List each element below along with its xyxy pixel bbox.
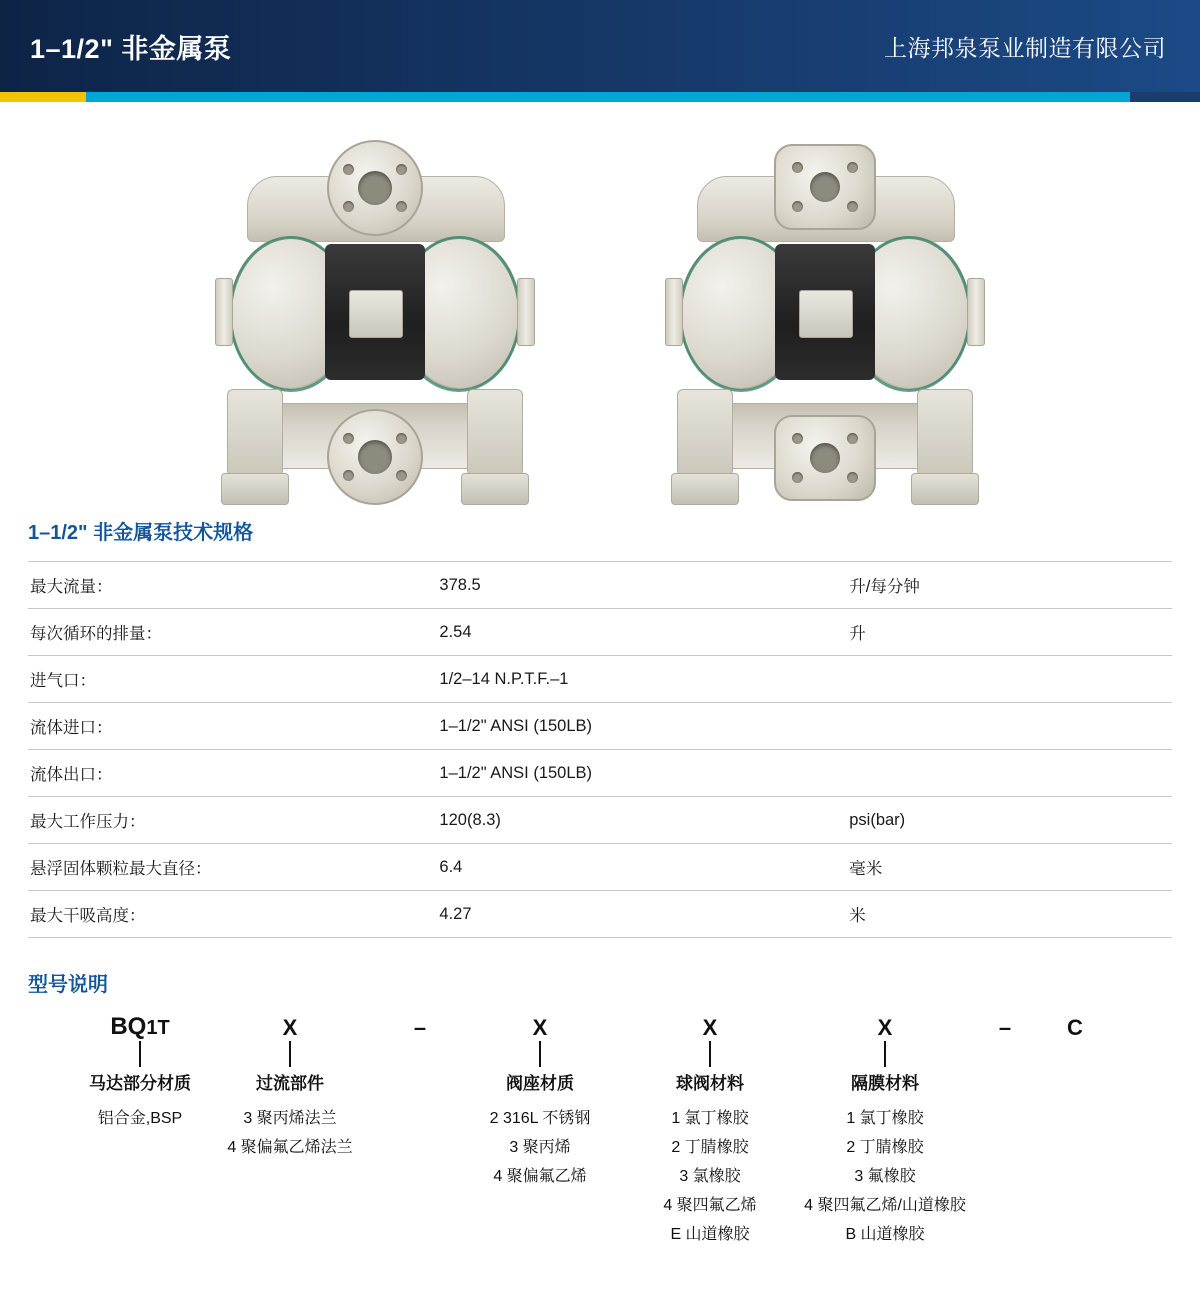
pump-foot-right <box>461 473 529 505</box>
flange-bottom-round <box>327 409 423 505</box>
spec-value: 1–1/2" ANSI (150LB) <box>437 750 847 797</box>
model-code-row <box>28 1007 1172 1041</box>
rule-segment-cyan <box>86 92 1130 102</box>
model-section-title: 型号说明 <box>28 974 108 996</box>
spec-unit <box>847 750 1172 797</box>
flange-bolt <box>792 433 803 444</box>
table-row <box>28 562 1172 609</box>
company-name: 上海邦泉泵业制造有限公司 <box>884 34 1166 61</box>
model-code-dash2: – <box>998 1015 1012 1040</box>
tick-seat <box>460 1041 620 1067</box>
flange-bolt <box>792 162 803 173</box>
spec-label: 进气口： <box>28 656 437 703</box>
flange-bolt <box>396 164 407 175</box>
list-item: 铝合金,BSP <box>97 1110 183 1127</box>
spec-unit: psi(bar) <box>847 797 1172 844</box>
model-options-diaphragm <box>800 1104 970 1249</box>
list-item: 2 丁腈橡胶 <box>846 1139 924 1156</box>
pump-leg-right <box>917 389 973 477</box>
model-code-dash1: – <box>413 1015 427 1040</box>
page-content <box>0 516 1200 1257</box>
model-heading-spacer <box>380 1069 460 1094</box>
model-code-x2: X <box>532 1015 548 1040</box>
spec-unit: 升 <box>847 609 1172 656</box>
table-row <box>28 750 1172 797</box>
spec-unit: 毫米 <box>847 844 1172 891</box>
flange-bolt <box>396 433 407 444</box>
list-item: 4 聚偏氟乙烯 <box>493 1168 587 1185</box>
list-item: B 山道橡胶 <box>845 1226 925 1243</box>
spec-value: 6.4 <box>437 844 847 891</box>
pump-foot-left <box>671 473 739 505</box>
model-options-seat <box>460 1104 620 1191</box>
tick-suffix <box>1040 1041 1110 1067</box>
table-row <box>28 844 1172 891</box>
side-clamp-left <box>665 278 683 346</box>
flange-top-round <box>327 140 423 236</box>
spec-unit <box>847 656 1172 703</box>
spec-label: 最大干吸高度： <box>28 891 437 938</box>
model-column-heading-seat: 阀座材质 <box>506 1074 574 1093</box>
flange-bolt <box>396 470 407 481</box>
tick-motor <box>80 1041 200 1067</box>
rule-segment-yellow <box>0 92 86 102</box>
model-code-headings <box>28 1069 1172 1094</box>
flange-bolt <box>847 162 858 173</box>
list-item: 4 聚四氟乙烯 <box>663 1197 757 1214</box>
model-column-heading-wetted: 过流部件 <box>256 1074 324 1093</box>
model-heading-spacer-2 <box>970 1069 1040 1094</box>
spec-value: 378.5 <box>437 562 847 609</box>
tick-diaphragm <box>800 1041 970 1067</box>
model-options-motor <box>80 1104 200 1133</box>
tick-ball <box>620 1041 800 1067</box>
flange-top-square <box>774 144 876 230</box>
pump-leg-left <box>227 389 283 477</box>
list-item: 2 丁腈橡胶 <box>671 1139 749 1156</box>
list-item: 4 聚四氟乙烯/山道橡胶 <box>804 1197 966 1214</box>
model-code-prefix <box>80 1013 200 1041</box>
list-item: E 山道橡胶 <box>670 1226 750 1243</box>
model-code-options <box>28 1104 1172 1249</box>
table-row <box>28 609 1172 656</box>
pump-leg-left <box>677 389 733 477</box>
list-item: 3 聚丙烯 <box>509 1139 571 1156</box>
pump-foot-left <box>221 473 289 505</box>
header-rule <box>0 92 1200 102</box>
rule-segment-navy <box>1130 92 1200 102</box>
model-code-prefix-bold: BQ <box>110 1013 147 1040</box>
flange-bolt <box>792 472 803 483</box>
model-options-wetted <box>200 1104 380 1162</box>
model-code-x1: X <box>282 1015 298 1040</box>
product-image-row <box>0 102 1200 502</box>
side-clamp-left <box>215 278 233 346</box>
spec-value: 1/2–14 N.P.T.F.–1 <box>437 656 847 703</box>
tick-spacer <box>380 1041 460 1067</box>
spec-unit: 升/每分钟 <box>847 562 1172 609</box>
model-heading-spacer-3 <box>1040 1069 1110 1094</box>
flange-bolt <box>847 201 858 212</box>
flange-bolt <box>396 201 407 212</box>
side-clamp-right <box>967 278 985 346</box>
pump-foot-right <box>911 473 979 505</box>
list-item: 2 316L 不锈钢 <box>489 1110 591 1127</box>
spec-label: 最大工作压力： <box>28 797 437 844</box>
table-row <box>28 797 1172 844</box>
flange-bolt <box>343 164 354 175</box>
flange-bottom-square <box>774 415 876 501</box>
page-header <box>0 0 1200 92</box>
tick-spacer-2 <box>970 1041 1040 1067</box>
spec-unit: 米 <box>847 891 1172 938</box>
spec-label: 悬浮固体颗粒最大直径： <box>28 844 437 891</box>
spec-value: 4.27 <box>437 891 847 938</box>
tick-wetted <box>200 1041 380 1067</box>
model-code-prefix-rest: 1T <box>146 1017 170 1039</box>
spec-value: 2.54 <box>437 609 847 656</box>
spec-label: 流体出口： <box>28 750 437 797</box>
spec-label: 流体进口： <box>28 703 437 750</box>
side-clamp-right <box>517 278 535 346</box>
pump-leg-right <box>467 389 523 477</box>
air-valve-plate <box>799 290 853 338</box>
flange-bolt <box>792 201 803 212</box>
air-valve-plate <box>349 290 403 338</box>
model-column-heading-ball: 球阀材料 <box>676 1074 744 1093</box>
flange-bolt <box>343 470 354 481</box>
spec-value: 120(8.3) <box>437 797 847 844</box>
table-row <box>28 656 1172 703</box>
model-code-diagram <box>28 1007 1172 1257</box>
model-code-x4: X <box>877 1015 893 1040</box>
list-item: 3 聚丙烯法兰 <box>243 1110 337 1127</box>
list-item: 3 氟橡胶 <box>854 1168 916 1185</box>
pump-photo-square-flange <box>665 140 985 505</box>
spec-table <box>28 561 1172 938</box>
spec-value: 1–1/2" ANSI (150LB) <box>437 703 847 750</box>
model-code-c: C <box>1067 1015 1083 1040</box>
spec-label: 每次循环的排量： <box>28 609 437 656</box>
list-item: 3 氯橡胶 <box>679 1168 741 1185</box>
model-column-heading-diaphragm: 隔膜材料 <box>851 1074 919 1093</box>
flange-bolt <box>847 472 858 483</box>
spec-label: 最大流量： <box>28 562 437 609</box>
model-code-x3: X <box>702 1015 718 1040</box>
spec-unit <box>847 703 1172 750</box>
list-item: 4 聚偏氟乙烯法兰 <box>227 1139 353 1156</box>
model-code-ticks <box>28 1041 1172 1067</box>
flange-bolt <box>343 433 354 444</box>
model-options-ball <box>620 1104 800 1249</box>
flange-bolt <box>343 201 354 212</box>
table-row <box>28 703 1172 750</box>
spec-section-title: 1–1/2" 非金属泵技术规格 <box>28 522 254 544</box>
list-item: 1 氯丁橡胶 <box>671 1110 749 1127</box>
table-row <box>28 891 1172 938</box>
list-item: 1 氯丁橡胶 <box>846 1110 924 1127</box>
pump-photo-ansi-flange <box>215 140 535 505</box>
model-column-heading-motor: 马达部分材质 <box>89 1074 191 1093</box>
flange-bolt <box>847 433 858 444</box>
page-title: 1–1/2" 非金属泵 <box>30 33 232 64</box>
